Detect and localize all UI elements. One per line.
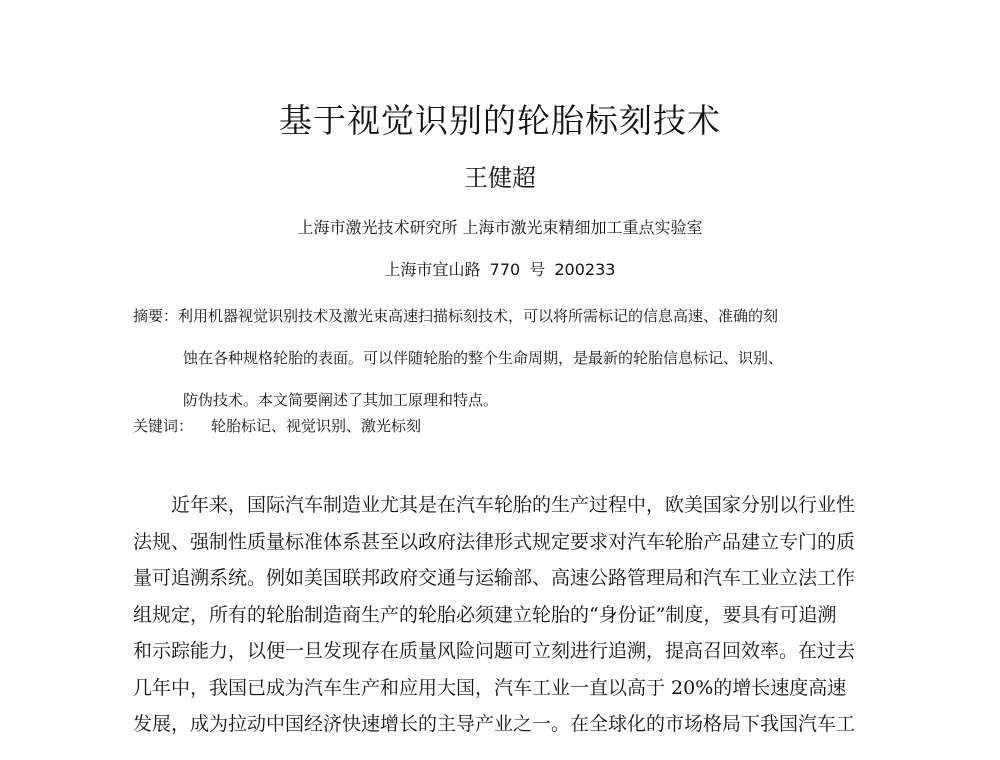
body-paragraph bbox=[133, 487, 893, 743]
abstract bbox=[133, 295, 893, 421]
author-address: 上海市宜山路 770 号 200233 bbox=[384, 260, 616, 279]
paper-author: 王健超 bbox=[464, 164, 536, 192]
body-line: 法规、强制性质量标准体系甚至以政府法律形式规定要求对汽车轮胎产品建立专门的质 bbox=[133, 530, 856, 553]
abstract-line: 摘要：利用机器视觉识别技术及激光束高速扫描标刻技术，可以将所需标记的信息高速、准确的刻 bbox=[133, 307, 779, 325]
paper-title: 基于视觉识别的轮胎标刻技术 bbox=[279, 101, 721, 140]
abstract-line: 防伪技术。本文简要阐述了其加工原理和特点。 bbox=[183, 391, 499, 409]
body-line: 和示踪能力，以便一旦发现存在质量风险问题可立刻进行追溯，提高召回效率。在过去 bbox=[133, 640, 856, 662]
keywords-label: 关键词： bbox=[133, 417, 194, 435]
body-line: 几年中，我国已成为汽车生产和应用大国，汽车工业一直以高于 20%的增长速度高速 bbox=[133, 676, 847, 699]
abstract-line: 蚀在各种规格轮胎的表面。可以伴随轮胎的整个生命周期，是最新的轮胎信息标记、识别、 bbox=[183, 349, 784, 367]
body-line: 近年来，国际汽车制造业尤其是在汽车轮胎的生产过程中，欧美国家分别以行业性 bbox=[171, 494, 856, 516]
body-line: 发展，成为拉动中国经济快速增长的主导产业之一。在全球化的市场格局下我国汽车工 bbox=[133, 713, 856, 735]
keywords bbox=[133, 415, 421, 436]
body-line: 组规定，所有的轮胎制造商生产的轮胎必须建立轮胎的“身份证”制度，要具有可追溯 bbox=[133, 603, 837, 626]
keywords-list: 轮胎标记、视觉识别、激光标刻 bbox=[211, 417, 422, 435]
body-line: 量可追溯系统。例如美国联邦政府交通与运输部、高速公路管理局和汽车工业立法工作 bbox=[133, 567, 856, 589]
author-affiliation: 上海市激光技术研究所 上海市激光束精细加工重点实验室 bbox=[297, 218, 703, 237]
